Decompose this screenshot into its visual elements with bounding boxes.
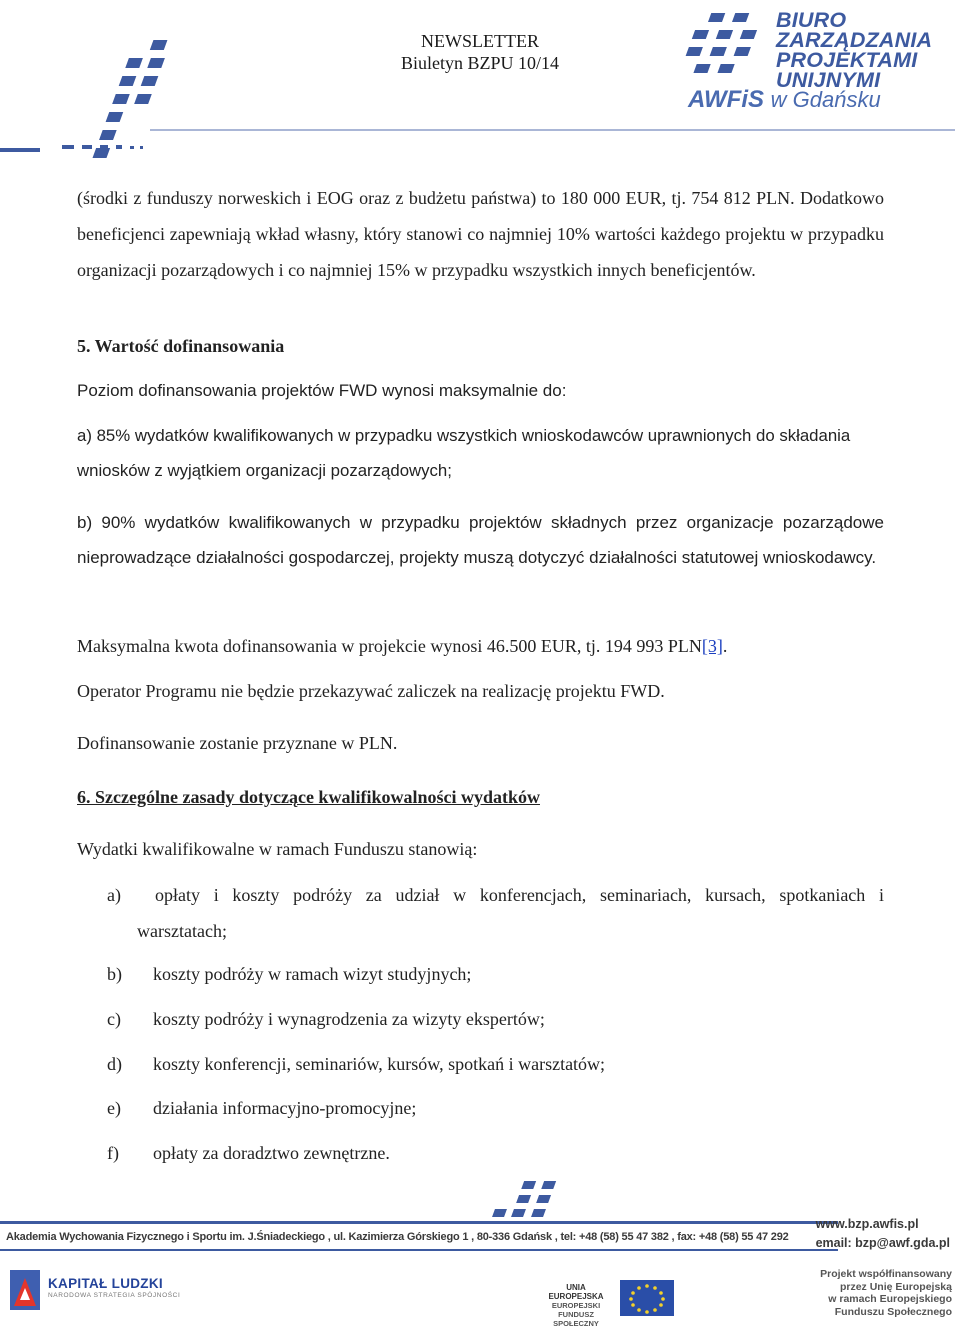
awfis-city: w Gdańsku (770, 87, 881, 112)
kapital-ludzki-subtitle: NARODOWA STRATEGIA SPÓJNOŚCI (48, 1292, 181, 1299)
newsletter-header (360, 30, 600, 74)
list-item (107, 1135, 390, 1171)
footer-contact (816, 1215, 950, 1253)
logo-line: BIURO (776, 8, 847, 32)
cofinancing-line: Funduszu Społecznego (834, 1305, 952, 1318)
item-a-paragraph: a) 85% wydatków kwalifikowanych w przypadku wszystkich wnioskodawców uprawnionych do składania wniosków z wyjątkiem organizacji pozarządowych; (77, 426, 851, 480)
ue-line: UNIA EUROPEJSKA (548, 1283, 604, 1301)
ue-line: EUROPEJSKI (551, 1301, 601, 1310)
list-item (107, 877, 884, 949)
max-amount-text: Maksymalna kwota dofinansowania w projekcie wynosi 46.500 EUR, tj. 194 993 PLN (77, 636, 702, 656)
intro-paragraph: (środki z funduszy norweskich i EOG oraz z budżetu państwa) to 180 000 EUR, tj. 754 812 PLN. Dodatkowo beneficjenci zapewniają wkład własny, który stanowi co najmniej 10% wartości każdego projektu w przypadku organizacji pozarządowych i co najmniej 15% w przypadku wszystkich innych beneficjentów. (77, 188, 884, 280)
max-amount-end: . (722, 636, 728, 656)
list-item-label: b) (107, 964, 122, 984)
footer-address: Akademia Wychowania Fizycznego i Sportu im. J.Śniadeckiego , ul. Kazimierza Górskiego 1 , 80-336 Gdańsk , tel: +48 (58) 55 47 382 , fax: +48 (58) 55 47 292 (6, 1231, 789, 1243)
section-5-heading: 5. Wartość dofinansowania (77, 336, 285, 356)
kapital-ludzki-logo (48, 1276, 180, 1299)
bulletin-label: Biuletyn BZPU 10/14 (400, 53, 559, 73)
ue-line: FUNDUSZ SPOŁECZNY (553, 1310, 599, 1328)
list-item-text: działania informacyjno-promocyjne; (153, 1098, 417, 1118)
level-intro: Poziom dofinansowania projektów FWD wynosi maksymalnie do: (77, 381, 567, 400)
awfis-logo (688, 86, 881, 114)
list-item (107, 956, 471, 992)
header-dash-line (0, 145, 143, 152)
list-item (107, 1046, 605, 1082)
list-item-label: a) (107, 885, 121, 905)
list-item-label: c) (107, 1009, 121, 1029)
eligible-intro: Wydatki kwalifikowalne w ramach Funduszu stanowią: (77, 839, 478, 859)
email-link[interactable]: email: bzp@awf.gda.pl (815, 1236, 950, 1250)
cofinancing-line: Projekt współfinansowany (820, 1268, 952, 1280)
list-item (107, 1090, 416, 1126)
bzpu-logo (776, 10, 932, 90)
newsletter-label: NEWSLETTER (421, 31, 539, 51)
cofinancing-line: w ramach Europejskiego (828, 1293, 952, 1305)
list-item-text: opłaty i koszty podróży za udział w konferencjach, seminariach, kursach, spotkaniach i (155, 885, 884, 905)
list-item (107, 1001, 545, 1037)
list-item-label: f) (107, 1143, 119, 1163)
logo-line: UNIJNYMI (776, 68, 881, 92)
list-item-text: koszty konferencji, seminariów, kursów, spotkań i warsztatów; (153, 1054, 606, 1074)
eu-logo-text (540, 1283, 612, 1328)
no-advances-paragraph: Operator Programu nie będzie przekazywać zaliczek na realizację projektu FWD. (77, 681, 665, 701)
list-item-text: koszty podróży i wynagrodzenia za wizyty ekspertów; (153, 1009, 545, 1029)
website-link[interactable]: www.bzp.awfis.pl (815, 1217, 919, 1231)
item-b-paragraph: b) 90% wydatków kwalifikowanych w przypadku projektów składnych przez organizacje pozarządowe nieprowadzące działalności gospodarczej, projekty muszą dotyczyć działalności statutowej wnioskodawcy. (77, 513, 884, 567)
list-item-continuation: warsztatach; (137, 921, 227, 941)
logo-line: ZARZĄDZANIA (776, 28, 933, 52)
list-item-label: e) (107, 1098, 121, 1118)
list-item-text: opłaty za doradztwo zewnętrzne. (153, 1143, 390, 1163)
logo-line: PROJEKTAMI (776, 48, 918, 72)
currency-paragraph: Dofinansowanie zostanie przyznane w PLN. (77, 733, 398, 753)
awfis-name: AWFiS (688, 86, 764, 113)
cofinancing-note (806, 1268, 952, 1318)
cofinancing-line: przez Unię Europejską (839, 1280, 952, 1293)
max-amount-paragraph (77, 628, 884, 664)
footer-logo-squares (492, 1181, 556, 1217)
list-item-label: d) (107, 1054, 122, 1074)
kapital-ludzki-emblem (10, 1270, 40, 1310)
footnote-link[interactable]: [3] (701, 636, 723, 656)
kapital-ludzki-title: KAPITAŁ LUDZKI (48, 1276, 163, 1291)
section-6-heading: 6. Szczególne zasady dotyczące kwalifikowalności wydatków (77, 787, 540, 807)
eu-flag-icon (620, 1280, 674, 1316)
list-item-text: koszty podróży w ramach wizyt studyjnych; (153, 964, 472, 984)
